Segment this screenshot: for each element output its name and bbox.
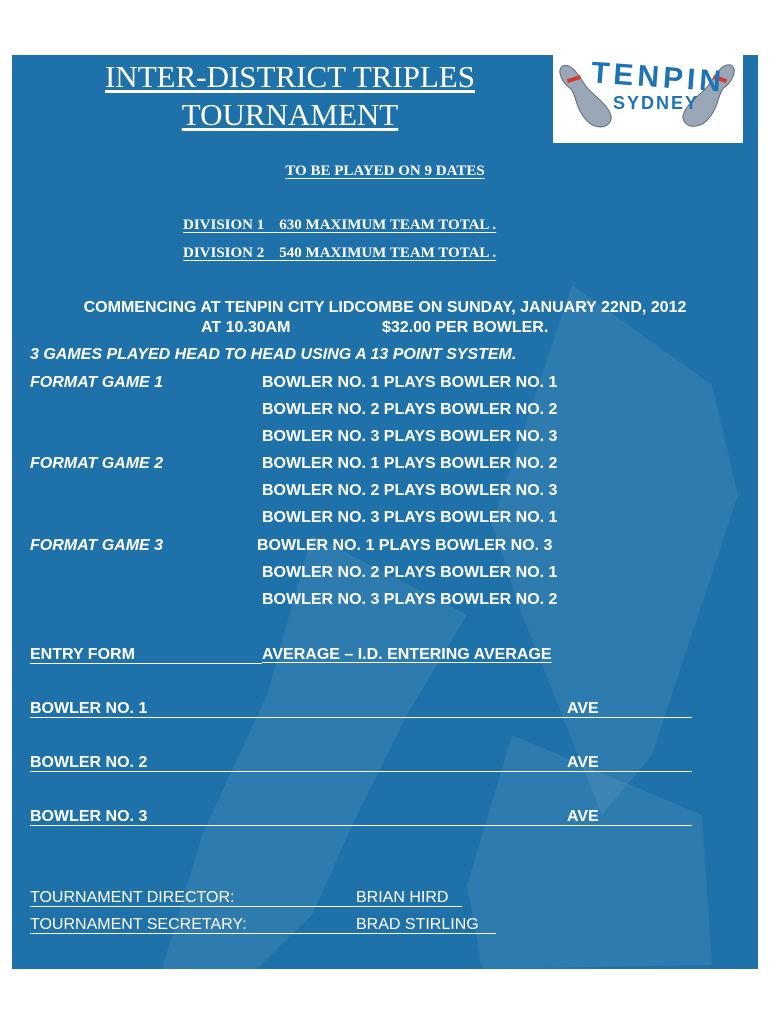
average-note: AVERAGE – I.D. ENTERING AVERAGE (262, 646, 552, 663)
entry-form-underline (30, 663, 262, 664)
format-game-3-matchup-3: BOWLER NO. 3 PLAYS BOWLER NO. 2 (262, 591, 558, 608)
bowler-2-ave-label: AVE (567, 754, 599, 771)
format-game-3-matchup-1: BOWLER NO. 1 PLAYS BOWLER NO. 3 (257, 537, 553, 554)
format-game-2-matchup-2: BOWLER NO. 2 PLAYS BOWLER NO. 3 (262, 482, 558, 499)
bowler-1-label: BOWLER NO. 1 (30, 700, 148, 717)
tenpin-sydney-logo (553, 55, 743, 143)
bowler-1-ave-label: AVE (567, 700, 599, 717)
division-1-text: 630 MAXIMUM TEAM TOTAL . (279, 217, 497, 233)
division-2 (183, 244, 496, 262)
schedule-line: TO BE PLAYED ON 9 DATES (285, 163, 485, 179)
commencing-price: $32.00 PER BOWLER. (382, 319, 549, 336)
secretary-underline (30, 933, 496, 934)
bowler-3-ave-label: AVE (567, 808, 599, 825)
format-game-2-matchup-1: BOWLER NO. 1 PLAYS BOWLER NO. 2 (262, 455, 558, 472)
format-game-1-matchup-1: BOWLER NO. 1 PLAYS BOWLER NO. 1 (262, 374, 558, 391)
secretary-role: TOURNAMENT SECRETARY: (30, 916, 247, 933)
format-game-1-matchup-3: BOWLER NO. 3 PLAYS BOWLER NO. 3 (262, 428, 558, 445)
title-line-2: TOURNAMENT (181, 97, 399, 132)
format-game-1-label: FORMAT GAME 1 (30, 374, 164, 391)
commencing-time: AT 10.30AM (201, 319, 291, 336)
commencing-line-1: COMMENCING AT TENPIN CITY LIDCOMBE ON SUNDAY, JANUARY 22ND, 2012 (83, 299, 687, 316)
scoring-system: 3 GAMES PLAYED HEAD TO HEAD USING A 13 POINT SYSTEM. (30, 346, 517, 363)
director-underline (30, 906, 462, 907)
entry-form-label: ENTRY FORM (30, 646, 135, 663)
format-game-2-matchup-3: BOWLER NO. 3 PLAYS BOWLER NO. 1 (262, 509, 558, 526)
format-game-3-matchup-2: BOWLER NO. 2 PLAYS BOWLER NO. 1 (262, 564, 558, 581)
director-name: BRIAN HIRD (356, 889, 449, 906)
division-2-text: 540 MAXIMUM TEAM TOTAL . (279, 245, 497, 261)
director-role: TOURNAMENT DIRECTOR: (30, 889, 235, 906)
division-1-label: DIVISION 1 (183, 217, 265, 233)
division-1 (183, 216, 496, 234)
format-game-2-label: FORMAT GAME 2 (30, 455, 164, 472)
format-game-3-label: FORMAT GAME 3 (30, 537, 164, 554)
bowler-3-label: BOWLER NO. 3 (30, 808, 148, 825)
logo-word-tenpin: TENPIN (590, 56, 727, 99)
division-2-label: DIVISION 2 (183, 245, 265, 261)
format-game-1-matchup-2: BOWLER NO. 2 PLAYS BOWLER NO. 2 (262, 401, 558, 418)
bowler-2-label: BOWLER NO. 2 (30, 754, 148, 771)
logo-word-sydney: SYDNEY (613, 93, 700, 113)
title-line-1: INTER-DISTRICT TRIPLES (104, 59, 475, 94)
secretary-name: BRAD STIRLING (356, 916, 479, 933)
